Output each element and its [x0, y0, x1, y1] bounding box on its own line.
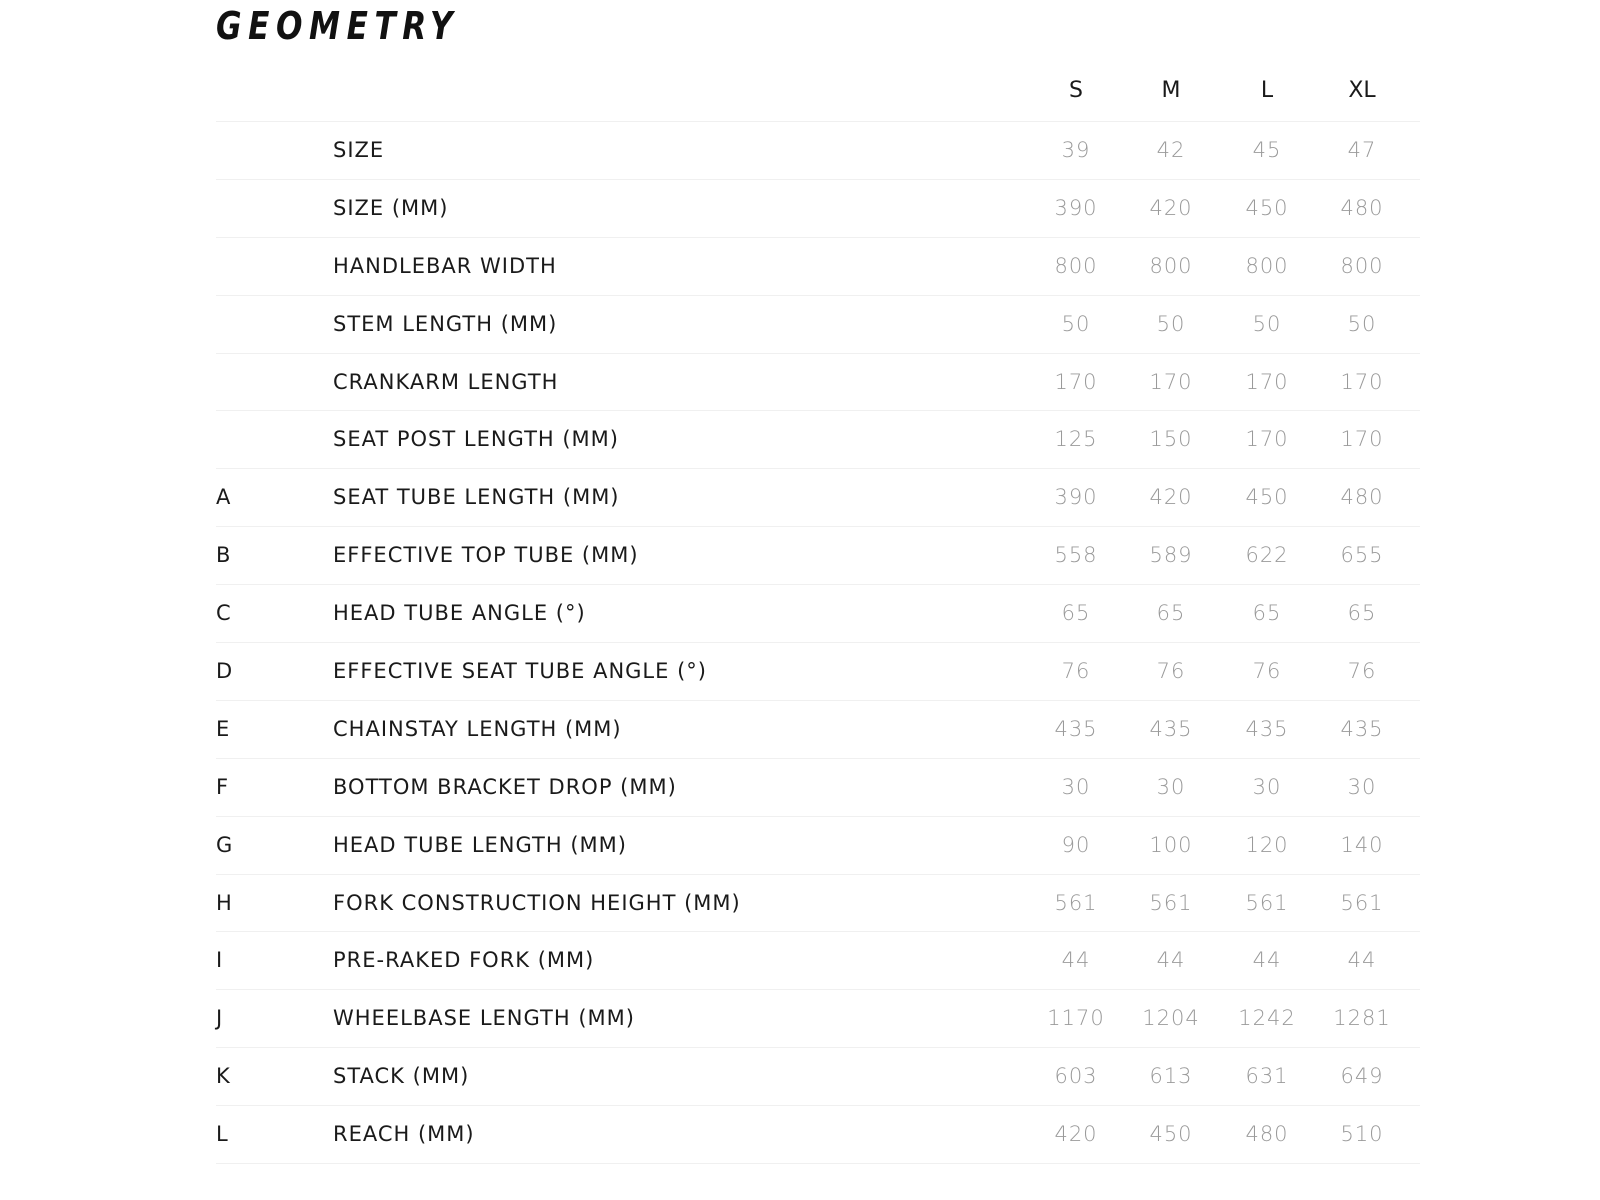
cell-value: 655 [1340, 543, 1384, 568]
cell-value: 480 [1340, 195, 1384, 220]
cell-value: 800 [1245, 253, 1289, 278]
cell-value: 76 [1156, 659, 1186, 684]
cell-value: 435 [1340, 716, 1384, 741]
page-title: GEOMETRY [216, 4, 460, 48]
row-letter: C [216, 601, 231, 626]
cell-value: 30 [1156, 774, 1186, 799]
row-label: FORK CONSTRUCTION HEIGHT (MM) [333, 890, 741, 915]
cell-value: 39 [1061, 138, 1091, 162]
table-body [216, 122, 1420, 1164]
row-label: SIZE (MM) [333, 195, 449, 220]
cell-value: 50 [1156, 311, 1186, 336]
cell-value: 65 [1061, 601, 1091, 626]
cell-value: 631 [1245, 1064, 1289, 1089]
cell-value: 170 [1149, 369, 1193, 394]
cell-value: 450 [1245, 195, 1289, 220]
cell-value: 603 [1054, 1064, 1098, 1089]
table-row [216, 817, 1420, 875]
cell-value: 65 [1252, 601, 1282, 626]
cell-value: 510 [1340, 1122, 1384, 1147]
cell-value: 622 [1245, 543, 1289, 568]
cell-value: 435 [1245, 716, 1289, 741]
cell-value: 100 [1149, 832, 1193, 857]
table-row [216, 1048, 1420, 1106]
cell-value: 42 [1156, 138, 1186, 162]
cell-value: 450 [1245, 485, 1289, 510]
column-header-xl: XL [1348, 78, 1376, 103]
cell-value: 65 [1156, 601, 1186, 626]
cell-value: 1204 [1142, 1006, 1200, 1031]
cell-value: 150 [1149, 427, 1193, 452]
cell-value: 50 [1252, 311, 1282, 336]
column-header-m: M [1161, 78, 1181, 103]
row-label: EFFECTIVE TOP TUBE (MM) [333, 543, 639, 568]
column-header-l: L [1260, 78, 1274, 103]
cell-value: 800 [1340, 253, 1384, 278]
cell-value: 1170 [1047, 1006, 1105, 1031]
cell-value: 420 [1149, 195, 1193, 220]
row-letter: I [216, 948, 223, 973]
cell-value: 800 [1149, 253, 1193, 278]
row-label: STACK (MM) [333, 1064, 470, 1089]
cell-value: 420 [1054, 1122, 1098, 1147]
table-row [216, 585, 1420, 643]
cell-value: 125 [1054, 427, 1098, 452]
row-label: PRE-RAKED FORK (MM) [333, 948, 595, 973]
cell-value: 76 [1252, 659, 1282, 684]
table-row [216, 527, 1420, 585]
cell-value: 50 [1061, 311, 1091, 336]
cell-value: 44 [1252, 948, 1282, 973]
row-letter: F [216, 774, 229, 799]
cell-value: 44 [1061, 948, 1091, 973]
table-row [216, 469, 1420, 527]
row-letter: J [216, 1006, 223, 1031]
table-row [216, 122, 1420, 180]
cell-value: 561 [1149, 890, 1193, 915]
cell-value: 561 [1340, 890, 1384, 915]
cell-value: 420 [1149, 485, 1193, 510]
row-label: SEAT POST LENGTH (MM) [333, 427, 619, 452]
row-label: REACH (MM) [333, 1122, 475, 1147]
table-row [216, 875, 1420, 933]
cell-value: 1242 [1238, 1006, 1296, 1031]
cell-value: 613 [1149, 1064, 1193, 1089]
cell-value: 90 [1061, 832, 1091, 857]
row-label: CHAINSTAY LENGTH (MM) [333, 716, 622, 741]
table-row [216, 932, 1420, 990]
row-letter: H [216, 890, 232, 915]
row-letter: K [216, 1064, 230, 1089]
table-row [216, 643, 1420, 701]
cell-value: 480 [1340, 485, 1384, 510]
row-letter: E [216, 716, 230, 741]
cell-value: 561 [1054, 890, 1098, 915]
row-letter: L [216, 1122, 228, 1147]
table-row [216, 701, 1420, 759]
column-header-s: S [1069, 78, 1083, 103]
table-row [216, 759, 1420, 817]
cell-value: 390 [1054, 485, 1098, 510]
row-label: WHEELBASE LENGTH (MM) [333, 1006, 635, 1031]
row-letter: G [216, 832, 233, 857]
cell-value: 30 [1061, 774, 1091, 799]
cell-value: 170 [1245, 427, 1289, 452]
row-letter: B [216, 543, 231, 568]
cell-value: 50 [1347, 311, 1377, 336]
cell-value: 435 [1054, 716, 1098, 741]
cell-value: 480 [1245, 1122, 1289, 1147]
cell-value: 170 [1054, 369, 1098, 394]
cell-value: 170 [1340, 427, 1384, 452]
table-row [216, 180, 1420, 238]
row-label: HEAD TUBE ANGLE (°) [333, 601, 586, 626]
cell-value: 390 [1054, 195, 1098, 220]
cell-value: 561 [1245, 890, 1289, 915]
cell-value: 649 [1340, 1064, 1384, 1089]
table-header [216, 64, 1420, 122]
cell-value: 44 [1156, 948, 1186, 973]
row-label: STEM LENGTH (MM) [333, 311, 558, 336]
cell-value: 45 [1252, 138, 1282, 162]
table-row [216, 296, 1420, 354]
row-label: CRANKARM LENGTH [333, 369, 559, 394]
geometry-table [216, 64, 1420, 1164]
row-label: HANDLEBAR WIDTH [333, 253, 557, 278]
cell-value: 170 [1245, 369, 1289, 394]
table-row [216, 238, 1420, 296]
table-row [216, 411, 1420, 469]
cell-value: 800 [1054, 253, 1098, 278]
cell-value: 1281 [1333, 1006, 1391, 1031]
row-letter: A [216, 485, 231, 510]
cell-value: 120 [1245, 832, 1289, 857]
row-label: SEAT TUBE LENGTH (MM) [333, 485, 620, 510]
cell-value: 435 [1149, 716, 1193, 741]
cell-value: 76 [1061, 659, 1091, 684]
row-label: BOTTOM BRACKET DROP (MM) [333, 774, 677, 799]
cell-value: 30 [1252, 774, 1282, 799]
row-label: HEAD TUBE LENGTH (MM) [333, 832, 627, 857]
cell-value: 30 [1347, 774, 1377, 799]
cell-value: 170 [1340, 369, 1384, 394]
table-row [216, 1106, 1420, 1164]
cell-value: 140 [1340, 832, 1384, 857]
cell-value: 44 [1347, 948, 1377, 973]
cell-value: 47 [1347, 138, 1377, 162]
cell-value: 65 [1347, 601, 1377, 626]
cell-value: 450 [1149, 1122, 1193, 1147]
cell-value: 558 [1054, 543, 1098, 568]
row-label: SIZE [333, 138, 385, 162]
table-row [216, 354, 1420, 412]
cell-value: 76 [1347, 659, 1377, 684]
row-letter: D [216, 659, 233, 684]
table-row [216, 990, 1420, 1048]
row-label: EFFECTIVE SEAT TUBE ANGLE (°) [333, 659, 707, 684]
cell-value: 589 [1149, 543, 1193, 568]
